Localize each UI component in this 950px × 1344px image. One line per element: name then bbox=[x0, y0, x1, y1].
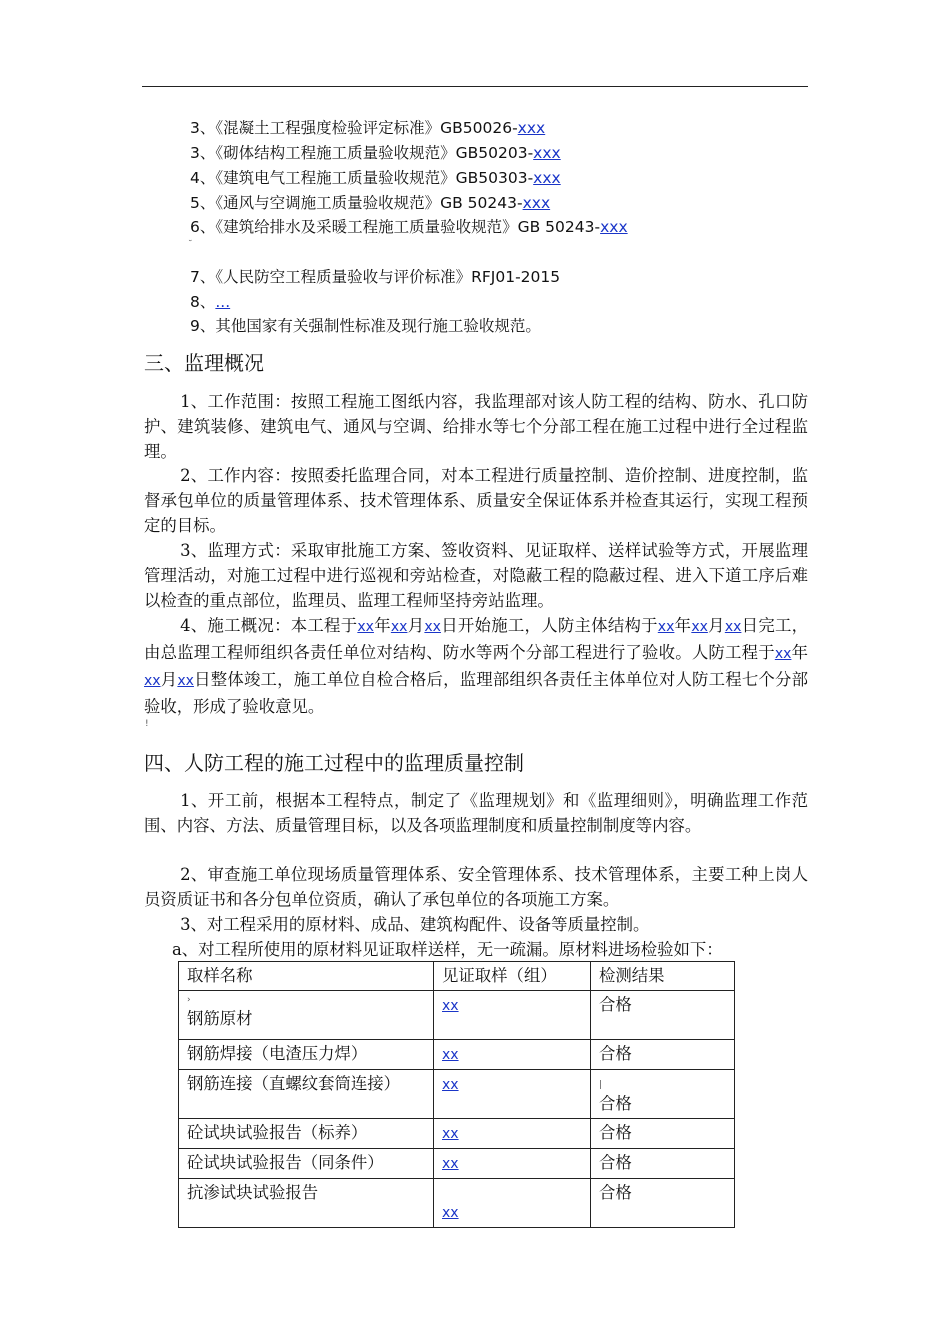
paragraph: 3、监理方式：采取审批施工方案、签收资料、见证取样、送样试验等方式，开展监理管理活动，对施工过程中进行巡视和旁站检查，对隐蔽工程的隐蔽过程、进入下道工序后难以检查的重点部位，监理员、监理工程师坚持旁站监理。 bbox=[144, 541, 808, 610]
standard-text: 5、《通风与空调施工质量验收规范》GB 50243- bbox=[190, 194, 523, 212]
sample-count-link[interactable]: xx bbox=[442, 1205, 459, 1221]
sample-count-cell bbox=[434, 1149, 591, 1179]
standard-link[interactable]: xxx bbox=[533, 169, 561, 187]
sample-count-cell bbox=[434, 1040, 591, 1070]
standard-text: 3、《砌体结构工程施工质量验收规范》GB50203- bbox=[190, 144, 534, 162]
sample-count-link[interactable]: xx bbox=[442, 998, 459, 1014]
paragraph-construction: 4、施工概况：本工程于xx年xx月xx日开始施工，人防主体结构于xx年xx月xx日完工，由总监理工程师组织各责任单位对结构、防水等两个分部工程进行了验收。人防工程于xx年xx月xx日整体竣工，施工单位自检合格后，监理部组织各责任主体单位对人防工程七个分部验收，形成了验收意见。 bbox=[144, 616, 809, 716]
column-header: 检测结果 bbox=[591, 962, 735, 991]
sample-count-link[interactable]: xx bbox=[442, 1126, 459, 1142]
section-heading: 四、人防工程的施工过程中的监理质量控制 bbox=[144, 751, 524, 775]
result-cell: | 合格 bbox=[591, 1070, 735, 1119]
standard-link[interactable]: xxx bbox=[600, 218, 628, 236]
inspection-table bbox=[178, 961, 735, 1228]
standard-item bbox=[190, 143, 561, 163]
sample-name-cell: 砼试块试验报告（标养） bbox=[179, 1119, 434, 1149]
paragraph: 3、对工程采用的原材料、成品、建筑构配件、设备等质量控制。 bbox=[180, 915, 650, 934]
standard-text: 9、其他国家有关强制性标准及现行施工验收规范。 bbox=[190, 317, 541, 335]
sample-count-cell bbox=[434, 991, 591, 1040]
result-cell: 合格 bbox=[591, 1149, 735, 1179]
date-placeholder[interactable]: xx bbox=[774, 646, 792, 662]
stray-mark: › bbox=[187, 995, 191, 1005]
date-placeholder[interactable]: xx bbox=[724, 619, 742, 635]
header-rule bbox=[142, 86, 808, 87]
paragraph: a、对工程所使用的原材料见证取样送样，无一疏漏。原材料进场检验如下： bbox=[172, 940, 723, 959]
stray-mark: | bbox=[599, 1080, 603, 1090]
stray-mark: ˘ bbox=[188, 240, 193, 250]
sample-count-link[interactable]: xx bbox=[442, 1156, 459, 1172]
standard-item bbox=[190, 168, 561, 188]
sample-name-cell: 钢筋连接（直螺纹套筒连接） bbox=[179, 1070, 434, 1119]
date-placeholder[interactable]: xx bbox=[144, 673, 161, 689]
column-header: 取样名称 bbox=[179, 962, 434, 991]
table-row bbox=[179, 1040, 735, 1070]
sample-count-link[interactable]: xx bbox=[442, 1077, 459, 1093]
date-placeholder[interactable]: xx bbox=[424, 619, 441, 635]
result-cell: 合格 bbox=[591, 991, 735, 1040]
date-placeholder[interactable]: xx bbox=[390, 619, 408, 635]
standard-link[interactable]: ... bbox=[215, 293, 231, 311]
standard-item bbox=[190, 292, 230, 312]
date-placeholder[interactable]: xx bbox=[691, 619, 708, 635]
date-placeholder[interactable]: xx bbox=[177, 673, 194, 689]
result-cell: 合格 bbox=[591, 1179, 735, 1228]
standard-item bbox=[190, 193, 550, 213]
paragraph: 2、审查施工单位现场质量管理体系、安全管理体系、技术管理体系，主要工种上岗人员资质证书和各分包单位资质，确认了承包单位的各项施工方案。 bbox=[144, 865, 808, 909]
result-cell: 合格 bbox=[591, 1040, 735, 1070]
sample-count-cell bbox=[434, 1070, 591, 1119]
standard-link[interactable]: xxx bbox=[517, 119, 546, 137]
table-row bbox=[179, 1149, 735, 1179]
table-row bbox=[179, 991, 735, 1040]
standard-text: 7、《人民防空工程质量验收与评价标准》RFJ01-2015 bbox=[190, 268, 561, 286]
column-header: 见证取样（组） bbox=[434, 962, 591, 991]
sample-count-link[interactable]: xx bbox=[442, 1047, 459, 1063]
sample-count-cell bbox=[434, 1179, 591, 1228]
sample-name-cell: 抗渗试块试验报告 bbox=[179, 1179, 434, 1228]
standard-item bbox=[190, 267, 560, 287]
paragraph: 1、工作范围：按照工程施工图纸内容，我监理部对该人防工程的结构、防水、孔口防护、建筑装修、建筑电气、通风与空调、给排水等七个分部工程在施工过程中进行全过程监理。 bbox=[144, 392, 808, 461]
table-row bbox=[179, 1179, 735, 1228]
result-cell: 合格 bbox=[591, 1119, 735, 1149]
table-row bbox=[179, 1070, 735, 1119]
stray-mark: ! bbox=[145, 719, 149, 729]
standard-link[interactable]: xxx bbox=[533, 144, 561, 162]
standard-item bbox=[190, 118, 545, 138]
standard-text: 6、《建筑给排水及采暖工程施工质量验收规范》GB 50243- bbox=[190, 218, 601, 236]
table-row bbox=[179, 1119, 735, 1149]
standard-item bbox=[190, 217, 628, 237]
sample-name-cell: 砼试块试验报告（同条件） bbox=[179, 1149, 434, 1179]
standard-item bbox=[190, 316, 541, 336]
sample-name-cell: › 钢筋原材 bbox=[179, 991, 434, 1040]
table-header-row bbox=[179, 962, 735, 991]
standard-text: 4、《建筑电气工程施工质量验收规范》GB50303- bbox=[190, 169, 534, 187]
sample-count-cell bbox=[434, 1119, 591, 1149]
section-heading: 三、监理概况 bbox=[144, 351, 264, 375]
sample-name-cell: 钢筋焊接（电渣压力焊） bbox=[179, 1040, 434, 1070]
standard-text: 3、《混凝土工程强度检验评定标准》GB50026- bbox=[190, 119, 518, 137]
paragraph: 2、工作内容：按照委托监理合同，对本工程进行质量控制、造价控制、进度控制，监督承包单位的质量管理体系、技术管理体系、质量安全保证体系并检查其运行，实现工程预定的目标。 bbox=[144, 466, 808, 535]
date-placeholder[interactable]: xx bbox=[657, 619, 675, 635]
date-placeholder[interactable]: xx bbox=[357, 619, 374, 635]
paragraph: 1、开工前，根据本工程特点，制定了《监理规划》和《监理细则》，明确监理工作范围、内容、方法、质量管理目标，以及各项监理制度和质量控制制度等内容。 bbox=[144, 791, 808, 835]
standard-link[interactable]: xxx bbox=[522, 194, 551, 212]
standard-text: 8、 bbox=[190, 293, 216, 311]
